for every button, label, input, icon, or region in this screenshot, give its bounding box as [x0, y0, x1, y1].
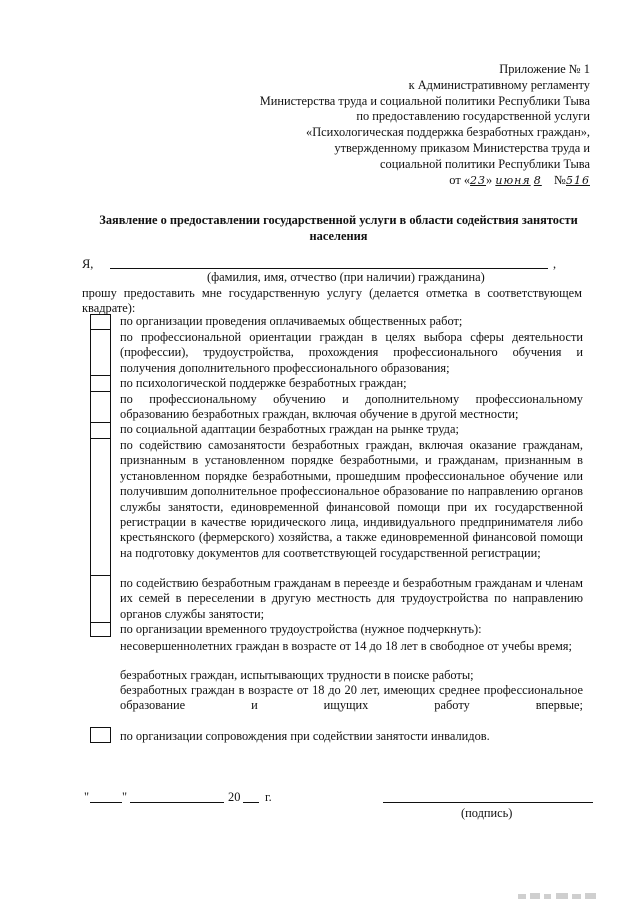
request-text: прошу предоставить мне государственную услугу (делается отметка в соответствующем квадрате):	[82, 286, 582, 316]
title-line: населения	[309, 229, 368, 243]
temp-employment-option[interactable]: безработных граждан в возрасте от 18 до 20 лет, имеющих среднее профессиональное образование и ищущих работу впервые;	[120, 683, 583, 713]
service-item: по содействию самозанятости безработных граждан, включая оказание гражданам, признанным в установленном порядке безработными, и гражданам, признанным в установленном порядке безработными, прошедшим профессиональное обучение или получившим дополнительное профессиональное образование по направлению органов службы занятости, единовременной финансовой помощи при их государственной регистрации в качестве юридического лица, индивидуального предпринимателя либо крестьянского (фермерского) хозяйства, а также единовременной финансовой помощи на подготовку документов для соответствующей государственной регистрации;	[120, 438, 583, 560]
service-item: по организации временного трудоустройства (нужное подчеркнуть):	[120, 622, 482, 636]
appendix-header	[170, 62, 590, 188]
service-checkbox[interactable]	[90, 314, 111, 329]
temp-employment-option[interactable]: безработных граждан, испытывающих трудности в поиске работы;	[120, 668, 474, 682]
date-year-field[interactable]	[243, 802, 259, 803]
applicant-name-field[interactable]	[110, 268, 548, 269]
disability-service-item: по организации сопровождения при содействии занятости инвалидов.	[120, 729, 490, 743]
service-item: по организации проведения оплачиваемых общественных работ;	[120, 314, 463, 328]
document-title	[86, 212, 591, 244]
handwritten-number: 516	[566, 173, 590, 187]
appendix-line: Приложение № 1	[499, 62, 590, 76]
handwritten-month: июня	[495, 173, 531, 187]
service-item: по социальной адаптации безработных граждан на рынке труда;	[120, 422, 459, 436]
service-checkbox[interactable]	[90, 422, 111, 438]
service-item: по профессиональной ориентации граждан в целях выбора сферы деятельности (профессии), трудоустройства, прохождения профессионального обучения и получения дополнительного профессионального образования;	[120, 330, 583, 375]
date-quote-close: "	[122, 790, 128, 804]
date-day-field[interactable]	[90, 802, 122, 803]
handwritten-day: 23	[470, 173, 487, 187]
scan-artifact-icon	[518, 891, 598, 901]
appendix-line: Министерства труда и социальной политики Республики Тыва	[259, 93, 590, 108]
number-prefix: №	[554, 172, 566, 187]
appendix-line: социальной политики Республики Тыва	[380, 156, 590, 171]
handwritten-year: 8	[533, 173, 542, 187]
applicant-caption: (фамилия, имя, отчество (при наличии) гражданина)	[207, 270, 485, 284]
signature-caption: (подпись)	[461, 806, 513, 820]
service-item: по профессиональному обучению и дополнительному профессиональному образованию безработных граждан, включая обучение в другой местности;	[120, 392, 583, 422]
disability-service-checkbox[interactable]	[90, 727, 111, 743]
service-checkbox[interactable]	[90, 438, 111, 575]
service-checkbox[interactable]	[90, 391, 111, 422]
date-quote-open: "	[84, 790, 90, 804]
appendix-line: «Психологическая поддержка безработных граждан»,	[306, 125, 590, 140]
appendix-date-line	[170, 173, 590, 189]
title-line: Заявление о предоставлении государственной услуги в области содействия занятости	[99, 213, 578, 227]
applicant-prefix: Я,	[82, 257, 94, 271]
service-checkbox[interactable]	[90, 575, 111, 622]
date-year-prefix: 20	[228, 790, 241, 804]
appendix-line: по предоставлению государственной услуги	[356, 109, 590, 124]
service-checkbox[interactable]	[90, 622, 111, 637]
date-prefix: от «	[449, 172, 471, 187]
date-year-suffix: г.	[265, 790, 272, 804]
applicant-suffix: ,	[553, 257, 557, 271]
date-mid: »	[486, 172, 493, 187]
service-checkbox[interactable]	[90, 329, 111, 375]
service-item: по содействию безработным гражданам в переезде и безработным гражданам и членам их семей в переселении в другую местность для трудоустройства по направлению органов службы занятости;	[120, 576, 583, 621]
service-checkbox[interactable]	[90, 375, 111, 391]
appendix-line: к Административному регламенту	[408, 77, 590, 92]
signature-field[interactable]	[383, 802, 593, 803]
appendix-line: утвержденному приказом Министерства труда и	[334, 140, 590, 155]
date-month-field[interactable]	[130, 802, 224, 803]
temp-employment-option[interactable]: несовершеннолетних граждан в возрасте от 14 до 18 лет в свободное от учебы время;	[120, 639, 572, 653]
service-item: по психологической поддержке безработных граждан;	[120, 376, 407, 390]
